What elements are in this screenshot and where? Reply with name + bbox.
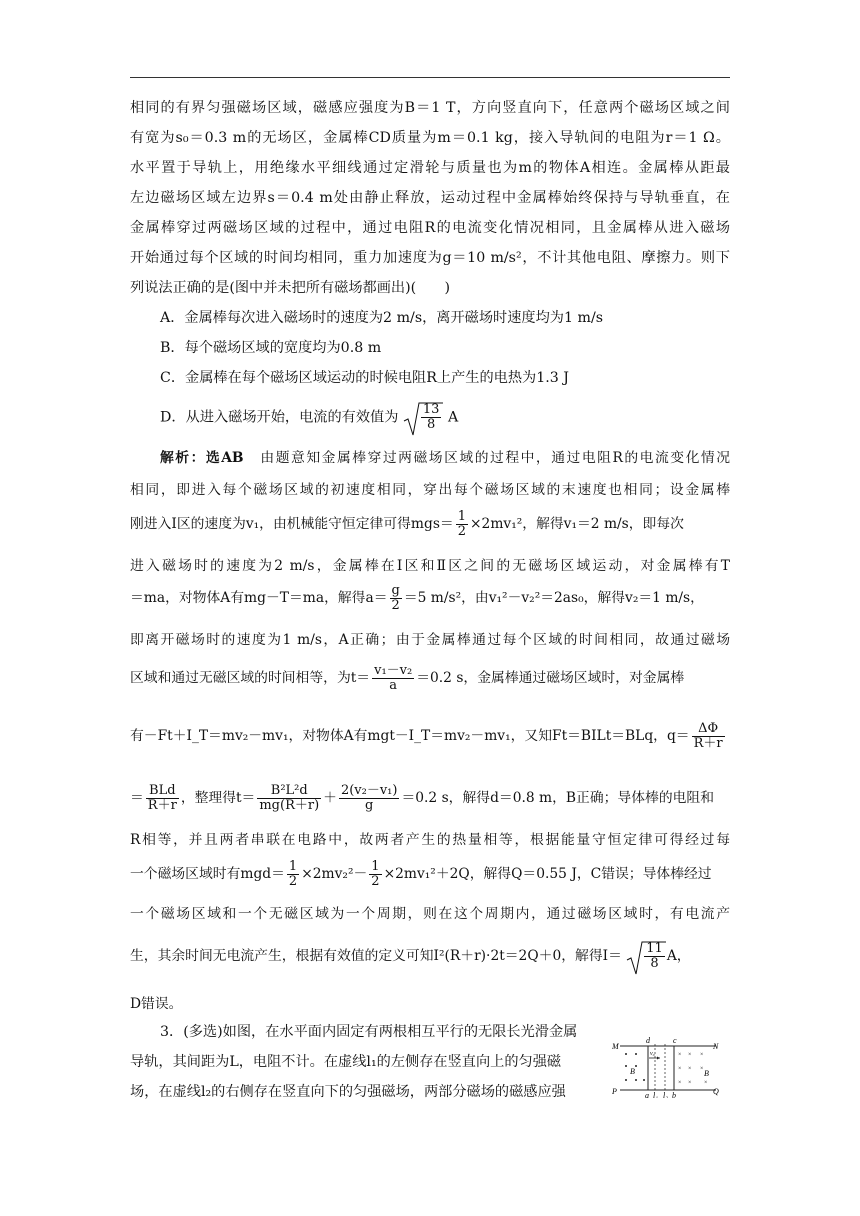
s13-num: 11: [646, 941, 663, 956]
frac-half-2: [287, 860, 299, 889]
field-dots: [625, 1053, 645, 1081]
problem-line-5: 金属棒穿过两磁场区域的过程中，通过电阻R的电流变化情况相同，且金属棒从进入磁场: [130, 220, 730, 236]
label-l1: l₁: [653, 1091, 659, 1098]
solution-line-2: 相同，即进入每个磁场区域的初速度相同，穿出每个磁场区域的末速度也相同；设金属棒: [130, 482, 730, 498]
s11-c: ×2mv₁²＋2Q，解得Q＝0.55 J，C错误；导体棒经过: [383, 866, 712, 882]
s5-fn: g: [391, 583, 400, 598]
s9-f2n: B²L²d: [257, 784, 321, 799]
header-rule: [130, 77, 730, 78]
s7-fd: a: [389, 678, 398, 693]
svg-text:×: ×: [678, 1066, 682, 1072]
s8-fn: ΔΦ: [692, 722, 725, 737]
solution-line-4: 进入磁场时的速度为2 m/s，金属棒在Ⅰ区和Ⅱ区之间的无磁场区域运动，对金属棒有T: [130, 558, 730, 574]
option-b: B．每个磁场区域的宽度均为0.8 m: [160, 340, 382, 356]
q3-line-3: 场，在虚线l₂的右侧存在竖直向下的匀强磁场，两部分磁场的磁感应强: [130, 1084, 566, 1100]
label-c: c: [673, 1036, 677, 1045]
svg-text:×: ×: [678, 1052, 682, 1058]
s11-f2d: 2: [371, 874, 380, 889]
option-d-num: 13: [422, 402, 440, 417]
solution-line-13: [130, 942, 691, 971]
s9-c: ＋: [323, 790, 337, 806]
radical-icon: [403, 401, 443, 437]
solution-line-9: [130, 784, 714, 813]
s9-f2d: mg(R＋r): [259, 798, 320, 813]
label-m: M: [612, 1042, 619, 1051]
problem-line-7: 列说法正确的是(图中并未把所有磁场都画出)( ): [130, 280, 451, 296]
option-a: A．金属棒每次进入磁场时的速度为2 m/s，离开磁场时速度均为1 m/s: [160, 310, 604, 326]
s13-b: A，: [666, 948, 691, 964]
label-b-right: B: [704, 1069, 709, 1078]
s11-f1d: 2: [288, 874, 298, 889]
label-p: P: [612, 1087, 617, 1096]
svg-text:×: ×: [700, 1052, 704, 1058]
svg-text:×: ×: [678, 1080, 682, 1086]
s9-f1d: R＋r: [147, 798, 177, 813]
solution-line-10: R相等，并且两者串联在电路中，故两者产生的热量相等，根据能量守恒定律可得经过每: [130, 832, 730, 848]
s3-a: 刚进入Ⅰ区的速度为v₁，由机械能守恒定律可得mgs＝: [130, 516, 454, 532]
sqrt-13-8: [403, 403, 444, 432]
option-d-unit: A: [447, 409, 459, 426]
solution-label: 解析：选AB: [160, 450, 244, 466]
frac-bld: [146, 784, 179, 813]
frac-2v: [339, 784, 400, 813]
s3-b: ×2mv₁²，解得v₁＝2 m/s，即每次: [470, 516, 684, 532]
s8-fd: R＋r: [693, 736, 723, 751]
svg-text:×: ×: [688, 1080, 692, 1086]
solution-line-5: [130, 584, 704, 613]
solution-line-1: [160, 448, 730, 468]
s9-f1n: BLd: [146, 784, 179, 799]
s9-a: ＝: [130, 790, 144, 806]
s7-fn: v₁－v₂: [374, 663, 413, 678]
label-b-left: B: [630, 1067, 635, 1076]
s3-fd: 2: [457, 524, 466, 539]
s9-b: ，整理得t＝: [180, 790, 256, 806]
svg-text:×: ×: [704, 1080, 708, 1086]
s3-fn: 1: [457, 509, 466, 524]
s5-fd: 2: [391, 598, 400, 613]
solution-line-12: 一个磁场区域和一个无磁区域为一个周期，则在这个周期内，通过磁场区域时，有电流产: [130, 906, 730, 922]
frac-half-1: [456, 510, 468, 539]
label-q: Q: [713, 1087, 719, 1096]
s5-b: ＝5 m/s²，由v₁²－v₂²＝2as₀，解得v₂＝1 m/s，: [403, 590, 704, 606]
label-v0: v₀: [650, 1051, 655, 1057]
s13-den: 8: [650, 956, 659, 971]
q3-figure: [612, 1036, 720, 1098]
label-b: b: [672, 1091, 676, 1098]
s13-a: 生，其余时间无电流产生，根据有效值的定义可知I²(R＋r)·2t＝2Q＋0，解得I＝: [130, 948, 622, 964]
label-l2: l₂: [663, 1091, 669, 1098]
label-n: N: [713, 1042, 719, 1051]
s5-a: ＝ma，对物体A有mg－T＝ma，解得a＝: [130, 590, 388, 606]
frac-dphi: [692, 722, 725, 751]
solution-line-3: [130, 510, 684, 539]
frac-half-3: [369, 860, 381, 889]
radical-icon: [626, 940, 666, 976]
s11-f2n: 1: [371, 859, 380, 874]
s9-f3n: 2(v₂－v₁): [340, 783, 398, 798]
solution-line-14: D错误。: [130, 996, 183, 1012]
label-a: a: [645, 1091, 649, 1098]
svg-text:×: ×: [688, 1052, 692, 1058]
s8-a: 有－Ft＋I_T＝mv₂－mv₁，对物体A有mgt－I_T＝mv₂－mv₁，又知Ft＝BILt＝BLq，q＝: [130, 728, 690, 744]
solution-line-7: [130, 664, 684, 693]
problem-line-6: 开始通过每个区域的时间均相同，重力加速度为g＝10 m/s²，不计其他电阻、摩擦力。则下: [130, 250, 730, 266]
option-d: [160, 403, 458, 432]
field-crosses: [678, 1052, 707, 1086]
problem-line-1: 相同的有界匀强磁场区域，磁感应强度为B＝1 T，方向竖直向下，任意两个磁场区域之间: [130, 100, 730, 116]
svg-text:×: ×: [688, 1066, 692, 1072]
s7-b: ＝0.2 s，金属棒通过磁场区域时，对金属棒: [416, 670, 685, 686]
s9-f3d: g: [365, 798, 374, 813]
s9-d: ＝0.2 s，解得d＝0.8 m，B正确；导体棒的电阻和: [401, 790, 715, 806]
frac-v1-v2-a: [372, 664, 414, 693]
option-d-text: D．从进入磁场开始，电流的有效值为: [160, 409, 399, 426]
solution-line-11: [130, 860, 712, 889]
s7-a: 区域和通过无磁区域的时间相等，为t＝: [130, 670, 371, 686]
option-c: C．金属棒在每个磁场区域运动的时候电阻R上产生的电热为1.3 J: [160, 370, 569, 386]
frac-g-2: [390, 584, 402, 613]
arrow-head-icon: [657, 1057, 660, 1060]
svg-text:×: ×: [700, 1066, 704, 1072]
q3-line-2: 导轨，其间距为L，电阻不计。在虚线l₁的左侧存在竖直向上的匀强磁: [130, 1054, 562, 1070]
s11-a: 一个磁场区域时有mgd＝: [130, 866, 285, 882]
solution-line-6: 即离开磁场时的速度为1 m/s，A正确；由于金属棒通过每个区域的时间相同，故通过磁场: [130, 632, 730, 648]
rails-diagram: [612, 1036, 720, 1098]
q3-line-1: 3．(多选)如图，在水平面内固定有两根相互平行的无限长光滑金属: [160, 1024, 578, 1040]
solution-line-1-text: 由题意知金属棒穿过两磁场区域的过程中，通过电阻R的电流变化情况: [260, 450, 731, 466]
problem-line-2: 有宽为s₀＝0.3 m的无场区，金属棒CD质量为m＝0.1 kg，接入导轨间的电阻为r＝1 Ω。: [130, 130, 730, 146]
s11-b: ×2mv₂²－: [301, 866, 368, 882]
s11-f1n: 1: [288, 859, 298, 874]
option-d-den: 8: [427, 417, 436, 432]
label-d: d: [646, 1036, 650, 1045]
solution-line-8: [130, 722, 727, 751]
problem-line-3: 水平置于导轨上，用绝缘水平细线通过定滑轮与质量也为m的物体A相连。金属棒从距最: [130, 160, 730, 176]
problem-line-4: 左边磁场区域左边界s＝0.4 m处由静止释放，运动过程中金属棒始终保持与导轨垂直，在: [130, 190, 730, 206]
sqrt-11-8: [626, 942, 667, 971]
frac-b2l2d: [257, 784, 321, 813]
